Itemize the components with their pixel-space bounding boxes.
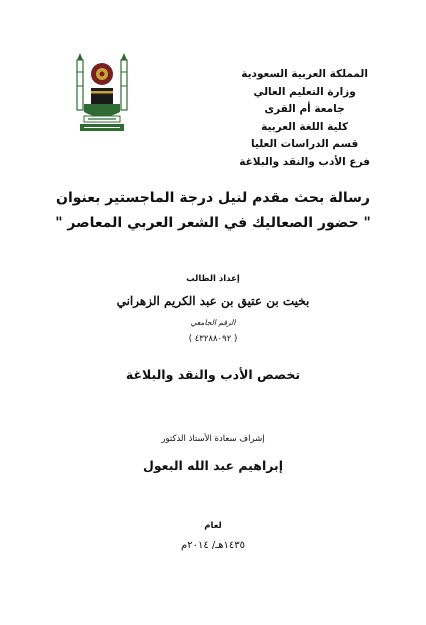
thesis-title-line2: " حضور الصعاليك في الشعر العربي المعاصر " xyxy=(55,215,371,231)
supervisor-label: إشراف سعادة الأستاذ الدكتور xyxy=(161,434,265,444)
year-label: لعام xyxy=(204,521,222,531)
header-line-country: المملكة العربية السعودية xyxy=(241,68,368,80)
header-line-college: كلية اللغة العربية xyxy=(261,120,349,133)
university-emblem-icon xyxy=(74,52,130,134)
student-id-label: الرقم الجامعي xyxy=(190,318,236,327)
header-line-department: قسم الدراسات العليا xyxy=(251,138,359,150)
student-name: بخيت بن عتيق بن عبد الكريم الزهراني xyxy=(116,294,310,308)
header-line-university: جامعة أم القرى xyxy=(264,103,345,115)
specialization: تخصص الأدب والنقد والبلاغة xyxy=(125,367,301,382)
student-id-number: ( ٤٣٢٨٨٠٩٢ ) xyxy=(188,334,238,344)
header-line-ministry: وزارة التعليم العالي xyxy=(253,85,356,98)
institution-header xyxy=(239,66,370,171)
year-value: ١٤٣٥هـ/ ٢٠١٤م xyxy=(181,540,245,551)
header-line-branch: فرع الأدب والنقد والبلاغة xyxy=(239,155,370,168)
supervisor-name: إبراهيم عبد الله البعول xyxy=(142,458,283,473)
student-label: إعداد الطالب xyxy=(186,274,240,284)
thesis-title-line1: رسالة بحث مقدم لنيل درجة الماجستير بعنوان xyxy=(56,190,370,206)
